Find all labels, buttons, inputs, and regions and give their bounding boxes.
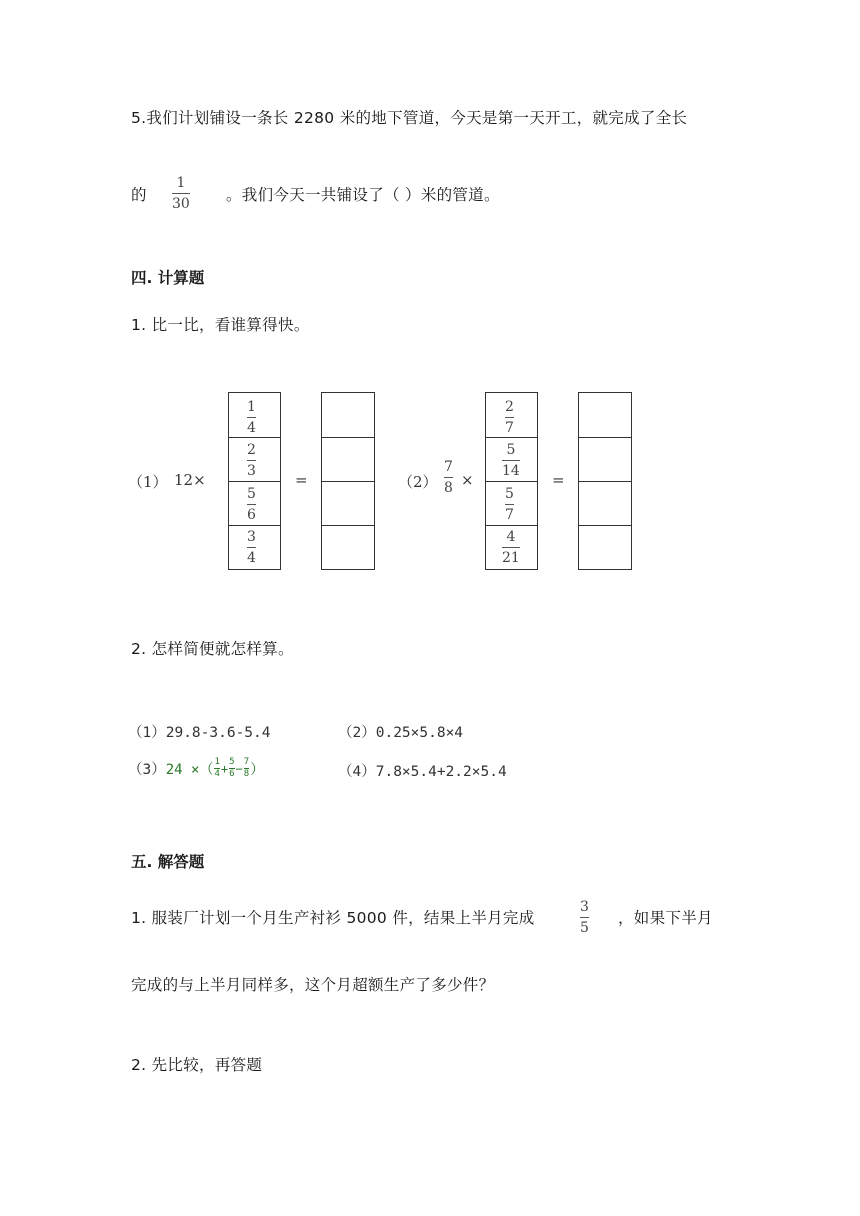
q5-line2-pre: 的 [131,186,147,204]
left-answer-column[interactable] [321,392,375,570]
right-frac-3: 5 7 [505,486,514,523]
right-frac-2: 5 14 [502,442,520,479]
calc-item-4: （4）7.8×5.4+2.2×5.4 [338,764,507,780]
q5-line1: 5.我们计划铺设一条长 2280 米的地下管道，今天是第一天开工，就完成了全长 [131,109,688,127]
calc-item-1: （1）29.8-3.6-5.4 [128,725,271,741]
left-frac-2: 2 3 [247,442,256,479]
s5-q1-line1-post: ，如果下半月 [618,909,713,927]
s4-q1-text: 1. 比一比，看谁算得快。 [131,316,310,334]
calc-item-3-frac-2: 5 6 [229,757,235,779]
q5-line2-post: 。我们今天一共铺设了（ ）米的管道。 [226,186,500,204]
right-label: （2） [398,473,438,491]
right-frac-4: 4 21 [502,529,520,566]
left-frac-4: 3 4 [247,529,256,566]
right-factor-fraction: 7 8 [444,459,453,496]
calc-item-3: （3） 24 ×（ 1 4 + 5 6 − 7 8 ） [128,757,265,779]
s5-q1-line1-pre: 1. 服装厂计划一个月生产衬衫 5000 件，结果上半月完成 [131,909,535,927]
right-frac-1: 2 7 [505,399,514,436]
right-equals: = [552,471,565,489]
left-equals: = [295,471,308,489]
right-times: × [461,471,474,489]
calc-item-3-frac-1: 1 4 [214,757,220,779]
s5-q1-fraction: 3 5 [580,899,589,936]
left-frac-1: 1 4 [247,399,256,436]
left-factor: 12× [174,471,206,489]
q5-fraction: 1 30 [172,175,190,212]
section4-title: 四. 计算题 [131,269,205,287]
s4-q2-text: 2. 怎样简便就怎样算。 [131,640,294,658]
section5-title: 五. 解答题 [131,853,205,871]
left-frac-3: 5 6 [247,486,256,523]
right-answer-column[interactable] [578,392,632,570]
calc-item-2: （2）0.25×5.8×4 [338,725,464,741]
s5-q2-text: 2. 先比较，再答题 [131,1056,263,1074]
left-label: （1） [128,473,168,491]
s5-q1-line2: 完成的与上半月同样多，这个月超额生产了多少件？ [131,976,495,994]
calc-item-3-frac-3: 7 8 [243,757,250,779]
